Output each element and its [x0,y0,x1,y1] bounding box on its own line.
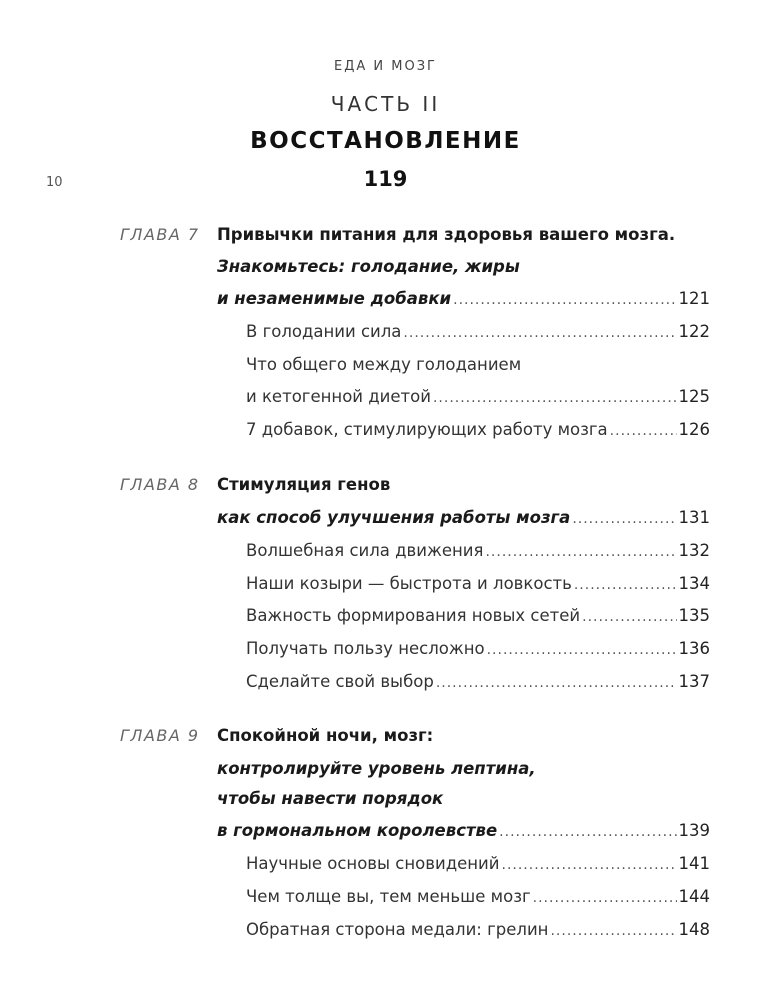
entry-text: Чем толще вы, тем меньше мозг [246,887,531,906]
chapter-subtitle[interactable]: Знакомьтесь: голодание, жиры [217,257,520,276]
dot-leader [610,415,677,448]
chapter-label: ГЛАВА 9 [120,726,200,745]
toc-entry[interactable] [246,315,710,348]
dot-leader [433,382,677,415]
toc-entry[interactable] [246,847,710,880]
toc-entry[interactable] [246,413,710,446]
page-number: 139 [678,821,710,840]
chapter-label: ГЛАВА 8 [120,475,200,494]
chapter-subtitle-text: как способ улучшения работы мозга [217,508,571,527]
toc-entry[interactable] [246,567,710,600]
part-label: ЧАСТЬ II [330,92,441,116]
chapter-subtitle-entry[interactable] [217,501,710,534]
entry-text: и кетогенной диетой [246,387,431,406]
dot-leader [499,816,676,849]
dot-leader [550,915,676,948]
toc-entry[interactable] [246,380,710,413]
toc-entry[interactable] [246,632,710,665]
toc-entry[interactable] [246,913,710,946]
dot-leader [582,601,676,634]
entry-text: В голодании сила [246,322,402,341]
entry-text: Наши козыри — быстрота и ловкость [246,574,572,593]
toc-entry[interactable] [246,880,710,913]
part-title: ВОССТАНОВЛЕНИЕ [250,128,521,154]
dot-leader [487,634,677,667]
chapter-title[interactable]: Спокойной ночи, мозг: [217,726,434,745]
chapter-subtitle-entry[interactable] [217,282,710,315]
page-number: 132 [678,541,710,560]
dot-leader [436,667,677,700]
dot-leader [485,536,676,569]
dot-leader [502,849,677,882]
chapter-subtitle-entry[interactable] [217,814,710,847]
chapter-subtitle-text: в гормональном королевстве [217,821,498,840]
chapter-subtitle[interactable]: контролируйте уровень лептина, [217,759,536,778]
page-number: 131 [678,508,710,527]
dot-leader [403,317,676,350]
page-number: 137 [678,672,710,691]
page-folio: 10 [46,175,63,190]
chapter-subtitle[interactable]: чтобы навести порядок [217,789,444,808]
running-head: ЕДА И МОЗГ [334,59,437,74]
page-number: 136 [678,639,710,658]
dot-leader [574,569,677,602]
page-number: 148 [678,920,710,939]
entry-text: Получать пользу несложно [246,639,485,658]
entry-text: 7 добавок, стимулирующих работу мозга [246,420,608,439]
chapter-subtitle-text: и незаменимые добавки [217,289,452,308]
page-number: 135 [678,606,710,625]
toc-entry[interactable] [246,665,710,698]
dot-leader [453,284,676,317]
chapter-title[interactable]: Привычки питания для здоровья вашего мозга. [217,225,676,244]
chapter-title[interactable]: Стимуляция генов [217,475,391,494]
toc-entry-line[interactable]: Что общего между голоданием [246,355,522,374]
entry-text: Обратная сторона медали: грелин [246,920,549,939]
chapter-label: ГЛАВА 7 [120,225,200,244]
toc-entry[interactable] [246,599,710,632]
entry-text: Волшебная сила движения [246,541,484,560]
page-number: 121 [678,289,710,308]
entry-text: Научные основы сновидений [246,854,500,873]
dot-leader [572,503,676,536]
part-page-number: 119 [363,167,408,191]
page-number: 125 [678,387,710,406]
entry-text: Сделайте свой выбор [246,672,434,691]
entry-text: Важность формирования новых сетей [246,606,581,625]
page-number: 122 [678,322,710,341]
page-number: 144 [678,887,710,906]
toc-entry[interactable] [246,534,710,567]
page-number: 134 [678,574,710,593]
page-number: 141 [678,854,710,873]
page-number: 126 [678,420,710,439]
dot-leader [533,882,677,915]
